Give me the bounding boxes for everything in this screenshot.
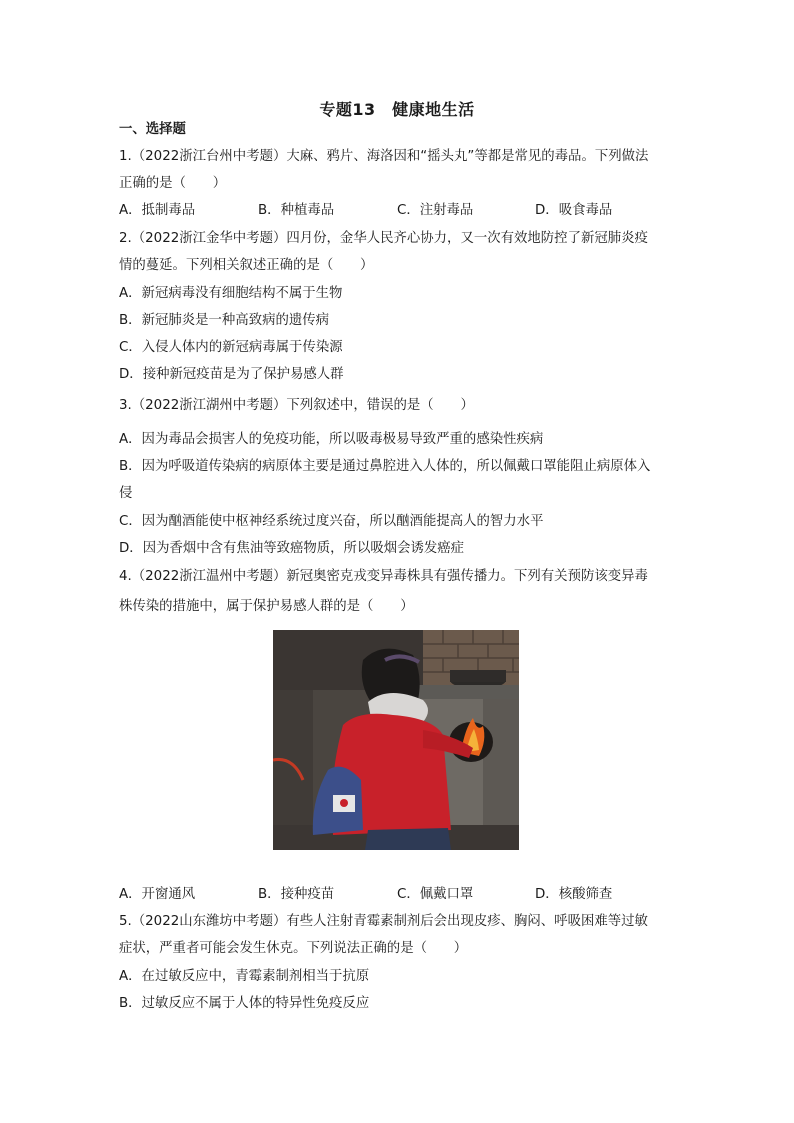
question-4-stem-line-1: 4.（2022浙江温州中考题）新冠奥密克戎变异毒株具有强传播力。下列有关预防该变异毒: [119, 569, 648, 584]
question-5-stem-line-2: 症状，严重者可能会发生休克。下列说法正确的是（ ）: [119, 941, 468, 956]
question-3-option-b-continued: 侵: [119, 486, 133, 501]
question-1-option-c: C．注射毒品: [397, 203, 474, 218]
question-1-options: [119, 201, 679, 221]
question-4-options: [119, 885, 679, 905]
page-title: 专题13 健康地生活: [319, 100, 475, 119]
question-3-stem: 3.（2022浙江湖州中考题）下列叙述中，错误的是（ ）: [119, 398, 474, 413]
question-4-option-a: A．开窗通风: [119, 887, 196, 902]
question-4-option-d: D．核酸筛查: [535, 887, 613, 902]
question-1-option-b: B．种植毒品: [258, 203, 335, 218]
question-2-option-a: A．新冠病毒没有细胞结构不属于生物: [119, 286, 343, 301]
question-2-stem-line-2: 情的蔓延。下列相关叙述正确的是（ ）: [119, 258, 374, 273]
question-3-option-d: D．因为香烟中含有焦油等致癌物质，所以吸烟会诱发癌症: [119, 541, 465, 556]
question-4-photo: [273, 630, 519, 850]
question-1-stem-line-1: 1.（2022浙江台州中考题）大麻、鸦片、海洛因和“摇头丸”等都是常见的毒品。下列做法: [119, 149, 649, 164]
question-1-option-d: D．吸食毒品: [535, 203, 613, 218]
question-4-option-c: C．佩戴口罩: [397, 887, 474, 902]
question-4-stem-line-2: 株传染的措施中，属于保护易感人群的是（ ）: [119, 599, 414, 614]
question-1-stem-line-2: 正确的是（ ）: [119, 176, 227, 191]
question-3-option-b: B．因为呼吸道传染病的病原体主要是通过鼻腔进入人体的，所以佩戴口罩能阻止病原体入: [119, 459, 651, 474]
question-2-option-b: B．新冠肺炎是一种高致病的遗传病: [119, 313, 330, 328]
question-5-option-b: B．过敏反应不属于人体的特异性免疫反应: [119, 996, 370, 1011]
section-heading: 一、选择题: [119, 122, 186, 137]
question-3-option-a: A．因为毒品会损害人的免疫功能，所以吸毒极易导致严重的感染性疾病: [119, 432, 544, 447]
question-2-stem-line-1: 2.（2022浙江金华中考题）四月份，金华人民齐心协力，又一次有效地防控了新冠肺炎疫: [119, 231, 648, 246]
question-4-option-b: B．接种疫苗: [258, 887, 335, 902]
question-2-option-d: D．接种新冠疫苗是为了保护易感人群: [119, 367, 344, 382]
question-1-option-a: A．抵制毒品: [119, 203, 196, 218]
question-5-option-a: A．在过敏反应中，青霉素制剂相当于抗原: [119, 969, 370, 984]
question-2-option-c: C．入侵人体内的新冠病毒属于传染源: [119, 340, 343, 355]
question-5-stem-line-1: 5.（2022山东潍坊中考题）有些人注射青霉素制剂后会出现皮疹、胸闷、呼吸困难等过敏: [119, 914, 648, 929]
question-3-option-c: C．因为酗酒能使中枢神经系统过度兴奋，所以酗酒能提高人的智力水平: [119, 514, 544, 529]
